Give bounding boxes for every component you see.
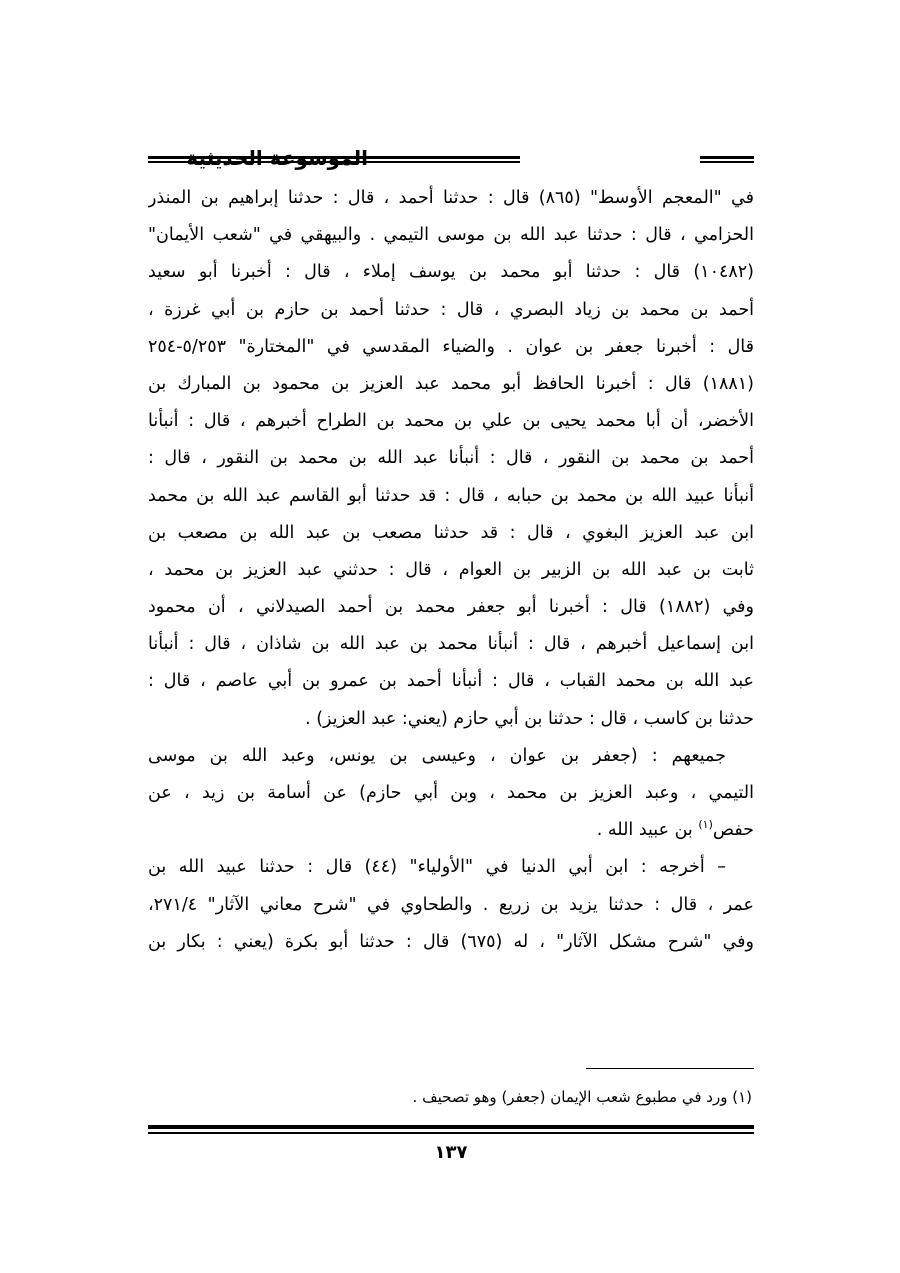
page-content bbox=[148, 140, 754, 961]
text-line: – أخرجه : ابن أبي الدنيا في "الأولياء" (٤٤) قال : حدثنا عبيد الله بن bbox=[148, 857, 726, 878]
header-title: الموسوعة الحديثية bbox=[186, 146, 368, 170]
text-fragment: بن عبيد الله . bbox=[596, 820, 699, 841]
text-line: ثابت بن عبد الله بن الزبير بن العوام ، قال : حدثني عبد العزيز بن محمد ، bbox=[148, 559, 754, 580]
text-line: وفي (١٨٨٢) قال : أخبرنا أبو جعفر محمد بن أحمد الصيدلاني ، أن محمود bbox=[148, 597, 754, 618]
text-line: قال : أخبرنا جعفر بن عوان . والضياء المقدسي في "المختارة" ٥/٢٥٣-٢٥٤ bbox=[148, 336, 754, 357]
text-line: عبد الله بن محمد القباب ، قال : أنبأنا أحمد بن عمرو بن أبي عاصم ، قال : bbox=[148, 671, 754, 692]
text-line: أنبأنا عبيد الله بن محمد بن حبابه ، قال : قد حدثنا أبو القاسم عبد الله بن محمد bbox=[148, 485, 754, 506]
footer-rule-thin bbox=[148, 1132, 754, 1134]
footnote: (١) ورد في مطبوع شعب الإيمان (جعفر) وهو تصحيف . bbox=[412, 1088, 752, 1106]
body-text bbox=[148, 180, 754, 961]
text-line: وفي "شرح مشكل الآثار" ، له (٦٧٥) قال : حدثنا أبو بكرة (يعني : بكار بن bbox=[148, 931, 754, 952]
text-line: عمر ، قال : حدثنا يزيد بن زريع . والطحاوي في "شرح معاني الآثار" ٢٧١/٤، bbox=[148, 894, 754, 915]
page-number: ١٣٧ bbox=[434, 1142, 468, 1163]
text-line: التيمي ، وعبد العزيز بن محمد ، وبن أبي حازم) عن أسامة بن زيد ، عن bbox=[148, 783, 754, 803]
text-line: أحمد بن محمد بن زياد البصري ، قال : حدثنا أحمد بن حازم بن أبي غرزة ، bbox=[148, 299, 754, 320]
footnote-separator bbox=[586, 1068, 754, 1069]
header-rule-right bbox=[700, 156, 754, 163]
text-line: الأخضر، أن أبا محمد يحيى بن علي بن محمد بن الطراح أخبرهم ، قال : أنبأنا bbox=[148, 411, 754, 432]
text-line: (١٨٨١) قال : أخبرنا الحافظ أبو محمد عبد العزيز بن محمود بن المبارك بن bbox=[148, 373, 754, 394]
text-line: الحزامي ، قال : حدثنا عبد الله بن موسى التيمي . والبيهقي في "شعب الأيمان" bbox=[148, 225, 754, 246]
footnote-reference[interactable]: (١) bbox=[698, 818, 713, 832]
text-line: ابن عبد العزيز البغوي ، قال : قد حدثنا مصعب بن عبد الله بن مصعب بن bbox=[148, 522, 754, 543]
text-line: أحمد بن محمد بن النقور ، قال : أنبأنا عبد الله بن محمد بن النقور ، قال : bbox=[148, 448, 754, 469]
text-line: (١٠٤٨٢) قال : حدثنا أبو محمد بن يوسف إملاء ، قال : أخبرنا أبو سعيد bbox=[148, 262, 754, 283]
footer-rule-thick bbox=[148, 1125, 754, 1129]
text-line: في "المعجم الأوسط" (٨٦٥) قال : حدثنا أحمد ، قال : حدثنا إبراهيم بن المنذر bbox=[148, 188, 754, 208]
text-line: جميعهم : (جعفر بن عوان ، وعيسى بن يونس، وعبد الله بن موسى bbox=[148, 745, 726, 766]
running-header bbox=[148, 140, 754, 180]
text-fragment: حفص bbox=[712, 820, 754, 841]
text-line: ابن إسماعيل أخبرهم ، قال : أنبأنا محمد بن عبد الله بن شاذان ، قال : أنبأنا bbox=[148, 634, 754, 655]
text-line: حدثنا بن كاسب ، قال : حدثنا بن أبي حازم (يعني: عبد العزيز) . bbox=[305, 708, 754, 729]
text-line-with-footnote bbox=[148, 812, 754, 849]
